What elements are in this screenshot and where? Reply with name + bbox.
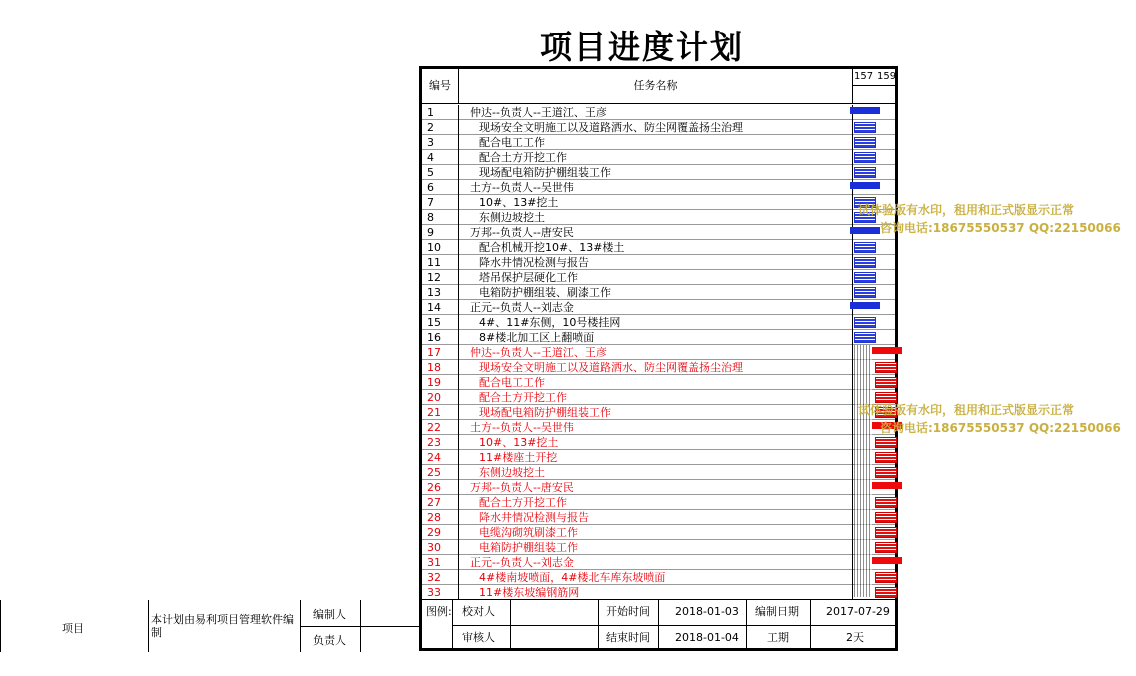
gantt-divider [852, 210, 853, 225]
gantt-divider [852, 360, 853, 375]
task-bar[interactable] [875, 377, 897, 388]
table-row[interactable] [422, 585, 895, 600]
gantt-divider [852, 120, 853, 135]
task-name: 塔吊保护层硬化工作 [479, 271, 578, 284]
column-divider [458, 465, 459, 480]
task-number: 29 [427, 526, 441, 539]
summary-bar[interactable] [850, 227, 880, 234]
table-row[interactable] [422, 330, 895, 345]
end-time-value: 2018-01-04 [675, 631, 739, 644]
task-name: 现场配电箱防护棚组装工作 [479, 166, 611, 179]
watermark-line1-b: 试体验版有水印，租用和正式版显示正常 [858, 403, 1075, 417]
task-number: 9 [427, 226, 434, 239]
task-number: 2 [427, 121, 434, 134]
summary-bar[interactable] [850, 107, 880, 114]
task-number: 7 [427, 196, 434, 209]
table-row[interactable] [422, 270, 895, 285]
task-number: 5 [427, 166, 434, 179]
task-bar[interactable] [854, 167, 876, 178]
reviewer-label: 审核人 [462, 631, 495, 644]
task-bar[interactable] [875, 497, 897, 508]
task-number: 33 [427, 586, 441, 599]
gantt-divider [852, 480, 853, 495]
task-number: 32 [427, 571, 441, 584]
table-row[interactable] [422, 540, 895, 555]
task-number: 18 [427, 361, 441, 374]
header-timescale-line [853, 85, 895, 86]
legend-label: 图例: [426, 605, 452, 618]
gantt-divider [852, 270, 853, 285]
column-divider [458, 150, 459, 165]
task-number: 30 [427, 541, 441, 554]
task-name: 4#、11#东侧，10号楼挂网 [479, 316, 621, 329]
task-name: 配合机械开挖10#、13#楼土 [479, 241, 625, 254]
task-number: 15 [427, 316, 441, 329]
task-bar[interactable] [854, 287, 876, 298]
task-number: 28 [427, 511, 441, 524]
table-row[interactable] [422, 195, 895, 210]
task-bar[interactable] [875, 452, 897, 463]
column-divider [458, 480, 459, 495]
gantt-divider [852, 555, 853, 570]
task-name: 万邦--负责人--唐安民 [470, 226, 574, 239]
header-day-157: 157 [854, 71, 874, 82]
task-number: 1 [427, 106, 434, 119]
gantt-divider [852, 495, 853, 510]
column-divider [458, 270, 459, 285]
task-name: 配合土方开挖工作 [479, 496, 567, 509]
gantt-today-marker [854, 345, 872, 597]
task-number: 11 [427, 256, 441, 269]
task-name: 降水井情况检测与报告 [479, 256, 589, 269]
column-divider [458, 420, 459, 435]
gantt-divider [852, 525, 853, 540]
task-bar[interactable] [875, 587, 897, 598]
task-bar[interactable] [875, 527, 897, 538]
left-block-border [300, 626, 419, 627]
table-row[interactable] [422, 345, 895, 360]
gantt-divider [852, 405, 853, 420]
table-row[interactable] [422, 180, 895, 195]
task-number: 17 [427, 346, 441, 359]
task-name: 配合电工工作 [479, 376, 545, 389]
table-row[interactable] [422, 495, 895, 510]
summary-bar[interactable] [850, 182, 880, 189]
task-bar[interactable] [854, 122, 876, 133]
task-name: 10#、13#挖土 [479, 196, 559, 209]
task-name: 电箱防护棚组装、刷漆工作 [479, 286, 611, 299]
gantt-divider [852, 450, 853, 465]
task-bar[interactable] [854, 242, 876, 253]
header-task-name: 任务名称 [459, 69, 853, 103]
task-number: 24 [427, 451, 441, 464]
edit-date-value: 2017-07-29 [826, 605, 890, 618]
column-divider [458, 285, 459, 300]
table-row[interactable] [422, 105, 895, 120]
column-divider [458, 240, 459, 255]
table-row[interactable] [422, 570, 895, 585]
task-name: 降水井情况检测与报告 [479, 511, 589, 524]
table-row[interactable] [422, 135, 895, 150]
task-name: 东侧边坡挖土 [479, 466, 545, 479]
task-number: 25 [427, 466, 441, 479]
task-bar[interactable] [875, 542, 897, 553]
table-row[interactable] [422, 510, 895, 525]
column-divider [458, 165, 459, 180]
gantt-divider [852, 330, 853, 345]
gantt-divider [852, 375, 853, 390]
gantt-divider [852, 570, 853, 585]
table-row[interactable] [422, 390, 895, 405]
task-bar[interactable] [875, 362, 897, 373]
task-name: 现场配电箱防护棚组装工作 [479, 406, 611, 419]
column-divider [458, 195, 459, 210]
task-name: 电箱防护棚组装工作 [479, 541, 578, 554]
task-name: 配合土方开挖工作 [479, 391, 567, 404]
edit-date-label: 编制日期 [755, 605, 799, 618]
task-name: 正元--负责人--刘志金 [470, 556, 574, 569]
task-name: 仲达--负责人--王道江、王彦 [470, 106, 607, 119]
footer-row-line [452, 625, 895, 626]
task-number: 31 [427, 556, 441, 569]
task-number: 20 [427, 391, 441, 404]
task-number: 3 [427, 136, 434, 149]
left-block-border [0, 600, 1, 652]
column-divider [458, 330, 459, 345]
column-divider [458, 570, 459, 585]
task-number: 6 [427, 181, 434, 194]
task-number: 23 [427, 436, 441, 449]
table-row[interactable] [422, 240, 895, 255]
task-name: 仲达--负责人--王道江、王彦 [470, 346, 607, 359]
task-number: 10 [427, 241, 441, 254]
start-time-label: 开始时间 [606, 605, 650, 618]
column-divider [458, 345, 459, 360]
task-name: 10#、13#挖土 [479, 436, 559, 449]
table-row[interactable] [422, 405, 895, 420]
task-number: 22 [427, 421, 441, 434]
table-header [422, 69, 895, 104]
task-bar[interactable] [854, 257, 876, 268]
task-bar[interactable] [875, 572, 897, 583]
gantt-divider [852, 135, 853, 150]
table-row[interactable] [422, 285, 895, 300]
table-row[interactable] [422, 165, 895, 180]
task-number: 13 [427, 286, 441, 299]
table-row[interactable] [422, 375, 895, 390]
column-divider [458, 495, 459, 510]
task-bar[interactable] [854, 272, 876, 283]
task-number: 27 [427, 496, 441, 509]
task-name: 配合电工工作 [479, 136, 545, 149]
gantt-divider [852, 435, 853, 450]
column-divider [458, 525, 459, 540]
column-divider [458, 375, 459, 390]
owner-label: 负责人 [313, 634, 346, 647]
column-divider [458, 540, 459, 555]
task-name: 11#楼座土开挖 [479, 451, 558, 464]
gantt-divider [852, 315, 853, 330]
table-row[interactable] [422, 555, 895, 570]
column-divider [458, 255, 459, 270]
task-number: 21 [427, 406, 441, 419]
task-bar[interactable] [854, 317, 876, 328]
task-name: 土方--负责人--吴世伟 [470, 181, 574, 194]
header-number: 编号 [422, 69, 459, 103]
watermark-line2-b: 咨询电话:18675550537 QQ:22150066 [880, 421, 1121, 435]
project-label: 项目 [62, 622, 84, 635]
editor-label: 编制人 [313, 608, 346, 621]
column-divider [458, 300, 459, 315]
task-name: 配合土方开挖工作 [479, 151, 567, 164]
column-divider [458, 225, 459, 240]
task-name: 电缆沟砌筑刷漆工作 [479, 526, 578, 539]
table-row[interactable] [422, 420, 895, 435]
task-name: 土方--负责人--吴世伟 [470, 421, 574, 434]
column-divider [458, 555, 459, 570]
gantt-divider [852, 165, 853, 180]
task-name: 现场安全文明施工以及道路洒水、防尘网覆盖扬尘治理 [479, 121, 743, 134]
column-divider [458, 390, 459, 405]
duration-label: 工期 [767, 631, 789, 644]
column-divider [458, 405, 459, 420]
task-name: 现场安全文明施工以及道路洒水、防尘网覆盖扬尘治理 [479, 361, 743, 374]
column-divider [458, 435, 459, 450]
summary-bar[interactable] [850, 302, 880, 309]
table-row[interactable] [422, 360, 895, 375]
table-row[interactable] [422, 300, 895, 315]
task-name: 8#楼北加工区上翻喷面 [479, 331, 595, 344]
checker-label: 校对人 [462, 605, 495, 618]
gantt-divider [852, 465, 853, 480]
table-row[interactable] [422, 465, 895, 480]
task-name: 东侧边坡挖土 [479, 211, 545, 224]
column-divider [458, 315, 459, 330]
task-bar[interactable] [854, 332, 876, 343]
gantt-divider [852, 195, 853, 210]
task-bar[interactable] [875, 467, 897, 478]
task-name: 11#楼东坡编钢筋网 [479, 586, 580, 599]
gantt-divider [852, 345, 853, 360]
start-time-value: 2018-01-03 [675, 605, 739, 618]
watermark-line1: 试体验版有水印，租用和正式版显示正常 [858, 203, 1075, 217]
task-bar[interactable] [854, 152, 876, 163]
task-name: 4#楼南坡喷面，4#楼北车库东坡喷面 [479, 571, 666, 584]
task-bar[interactable] [875, 437, 897, 448]
table-row[interactable] [422, 120, 895, 135]
gantt-divider [852, 255, 853, 270]
table-row[interactable] [422, 525, 895, 540]
column-divider [458, 180, 459, 195]
watermark-line2: 咨询电话:18675550537 QQ:22150066 [880, 221, 1121, 235]
table-row[interactable] [422, 480, 895, 495]
column-divider [458, 105, 459, 120]
summary-bar[interactable] [872, 347, 902, 354]
duration-value: 2天 [846, 631, 864, 644]
table-row[interactable] [422, 210, 895, 225]
table-row[interactable] [422, 450, 895, 465]
gantt-divider [852, 150, 853, 165]
gantt-divider [852, 585, 853, 600]
page-title: 项目进度计划 [540, 28, 745, 66]
column-divider [458, 510, 459, 525]
table-row[interactable] [422, 255, 895, 270]
summary-bar[interactable] [872, 557, 902, 564]
task-name: 万邦--负责人--唐安民 [470, 481, 574, 494]
task-number: 4 [427, 151, 434, 164]
gantt-divider [852, 240, 853, 255]
header-day-159: 159 [877, 71, 897, 82]
table-row[interactable] [422, 435, 895, 450]
task-bar[interactable] [854, 137, 876, 148]
column-divider [458, 360, 459, 375]
task-bar[interactable] [875, 512, 897, 523]
summary-bar[interactable] [872, 482, 902, 489]
software-note: 本计划由易利项目管理软件编制 [151, 613, 294, 639]
table-row[interactable] [422, 150, 895, 165]
column-divider [458, 585, 459, 600]
end-time-label: 结束时间 [606, 631, 650, 644]
task-number: 14 [427, 301, 441, 314]
task-list [422, 105, 895, 600]
gantt-divider [852, 420, 853, 435]
gantt-divider [852, 510, 853, 525]
task-number: 26 [427, 481, 441, 494]
table-row[interactable] [422, 225, 895, 240]
gantt-divider [852, 390, 853, 405]
task-number: 12 [427, 271, 441, 284]
left-block-border [148, 600, 149, 652]
column-divider [458, 135, 459, 150]
column-divider [458, 450, 459, 465]
task-number: 19 [427, 376, 441, 389]
column-divider [458, 120, 459, 135]
gantt-divider [852, 540, 853, 555]
table-row[interactable] [422, 315, 895, 330]
gantt-divider [852, 285, 853, 300]
footer-table [422, 599, 895, 650]
task-number: 16 [427, 331, 441, 344]
task-number: 8 [427, 211, 434, 224]
column-divider [458, 210, 459, 225]
task-name: 正元--负责人--刘志金 [470, 301, 574, 314]
